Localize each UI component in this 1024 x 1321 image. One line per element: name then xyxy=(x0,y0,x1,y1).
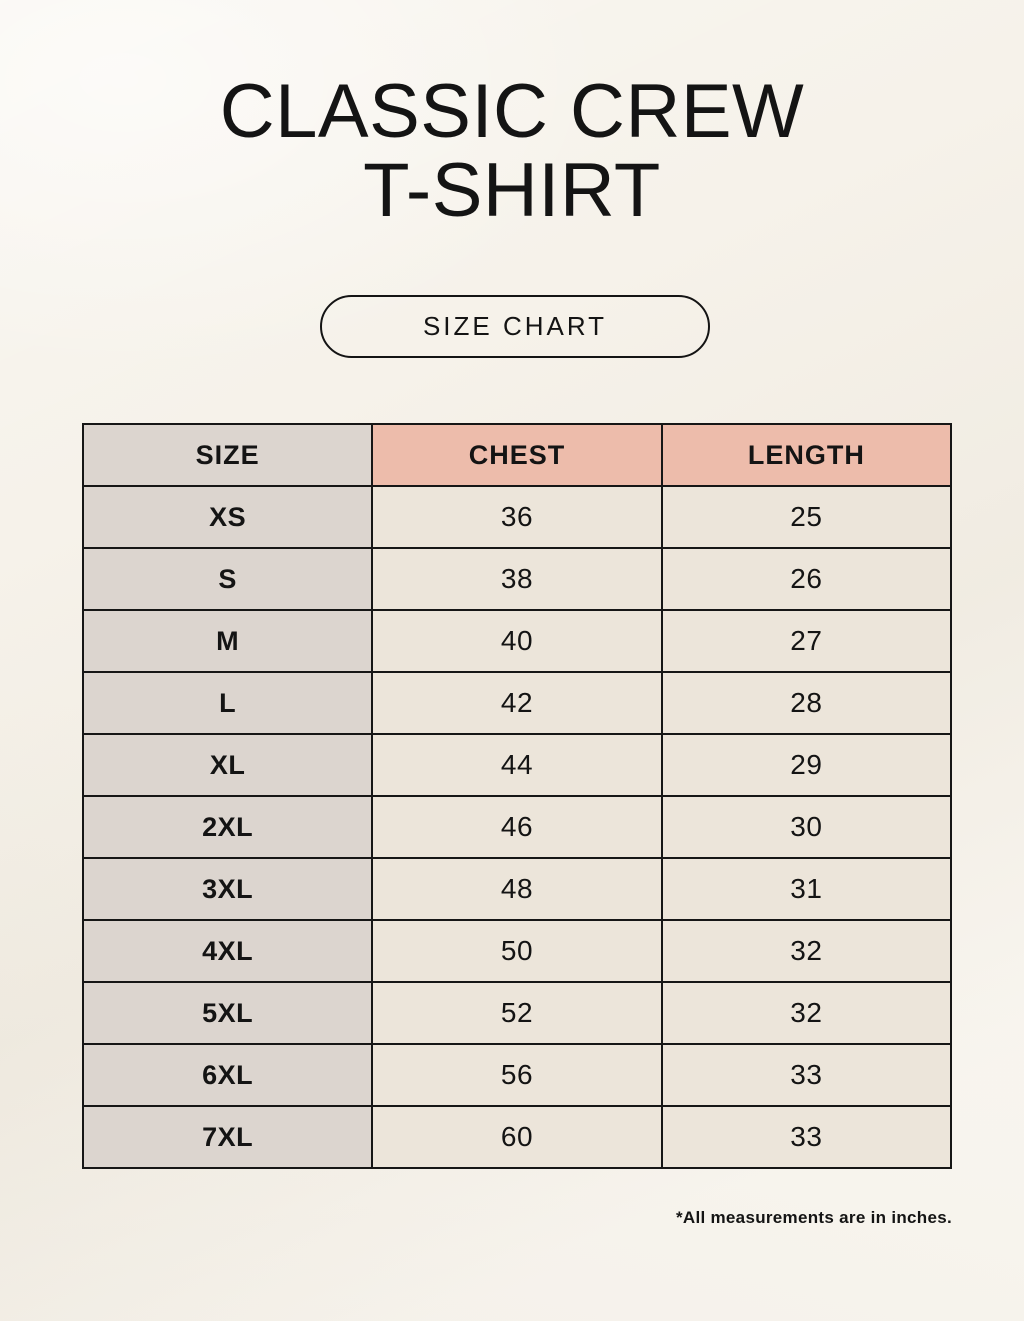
size-cell: 6XL xyxy=(83,1044,372,1106)
length-cell: 32 xyxy=(662,920,951,982)
size-chart-button[interactable] xyxy=(320,295,710,358)
length-cell: 25 xyxy=(662,486,951,548)
chest-cell: 38 xyxy=(372,548,661,610)
chest-cell: 40 xyxy=(372,610,661,672)
length-cell: 31 xyxy=(662,858,951,920)
table-row xyxy=(83,672,951,734)
length-cell: 30 xyxy=(662,796,951,858)
chest-cell: 52 xyxy=(372,982,661,1044)
length-cell: 28 xyxy=(662,672,951,734)
chest-cell: 60 xyxy=(372,1106,661,1168)
length-cell: 33 xyxy=(662,1106,951,1168)
table-row xyxy=(83,920,951,982)
table-row xyxy=(83,734,951,796)
chest-cell: 48 xyxy=(372,858,661,920)
table-row xyxy=(83,858,951,920)
table-row xyxy=(83,796,951,858)
col-header-chest: CHEST xyxy=(372,424,661,486)
chest-cell: 46 xyxy=(372,796,661,858)
size-cell: 4XL xyxy=(83,920,372,982)
table-row xyxy=(83,1106,951,1168)
page-title-line1: CLASSIC CREW xyxy=(219,69,805,154)
table-row xyxy=(83,610,951,672)
chest-cell: 42 xyxy=(372,672,661,734)
size-cell: S xyxy=(83,548,372,610)
size-cell: 5XL xyxy=(83,982,372,1044)
length-cell: 33 xyxy=(662,1044,951,1106)
chest-cell: 44 xyxy=(372,734,661,796)
length-cell: 27 xyxy=(662,610,951,672)
table-row xyxy=(83,1044,951,1106)
length-cell: 29 xyxy=(662,734,951,796)
table-row xyxy=(83,486,951,548)
chest-cell: 56 xyxy=(372,1044,661,1106)
length-cell: 32 xyxy=(662,982,951,1044)
length-cell: 26 xyxy=(662,548,951,610)
measurements-footnote: *All measurements are in inches. xyxy=(675,1208,952,1227)
chest-cell: 50 xyxy=(372,920,661,982)
size-cell: 3XL xyxy=(83,858,372,920)
size-cell: M xyxy=(83,610,372,672)
page-title-line2: T-SHIRT xyxy=(363,148,661,234)
table-row xyxy=(83,982,951,1044)
size-cell: XL xyxy=(83,734,372,796)
size-cell: 7XL xyxy=(83,1106,372,1168)
size-cell: 2XL xyxy=(83,796,372,858)
table-row xyxy=(83,548,951,610)
size-chart-table xyxy=(82,423,952,1169)
size-cell: XS xyxy=(83,486,372,548)
col-header-length: LENGTH xyxy=(662,424,951,486)
size-cell: L xyxy=(83,672,372,734)
page-title xyxy=(0,69,1024,234)
col-header-size: SIZE xyxy=(83,424,372,486)
table-header-row xyxy=(83,424,951,486)
chest-cell: 36 xyxy=(372,486,661,548)
size-chart-button-label: SIZE CHART xyxy=(422,311,608,341)
